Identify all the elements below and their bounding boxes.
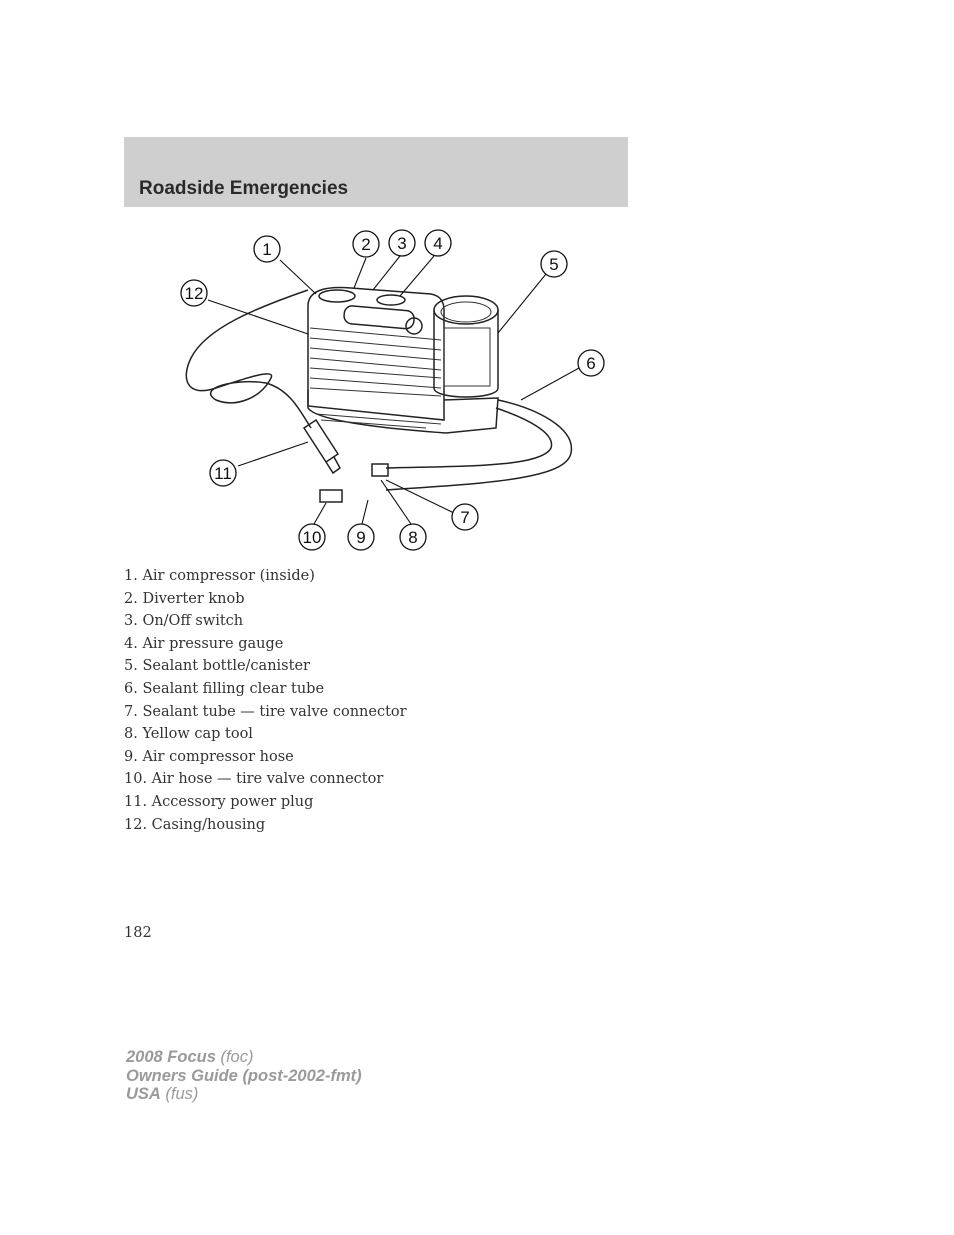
svg-text:11: 11: [214, 464, 232, 483]
svg-text:7: 7: [460, 508, 470, 527]
section-title: Roadside Emergencies: [139, 178, 349, 199]
svg-text:12: 12: [184, 284, 204, 303]
footer-line-3: USA (fus): [126, 1085, 199, 1103]
legend-item: 5. Sealant bottle/canister: [124, 658, 310, 675]
footer-line-1: 2008 Focus (foc): [126, 1048, 254, 1066]
section-header-band: [124, 137, 628, 207]
callout-2: [353, 231, 379, 257]
compressor-body-drawing: [308, 288, 498, 433]
legend-item: 12. Casing/housing: [124, 816, 266, 833]
callout-9: [348, 524, 374, 550]
legend-item: 6. Sealant filling clear tube: [124, 680, 325, 697]
svg-text:3: 3: [397, 234, 407, 253]
legend-item: 10. Air hose — tire valve connector: [124, 771, 384, 788]
footer: [126, 1048, 362, 1104]
parts-legend: [124, 565, 407, 836]
footer-line-2: Owners Guide (post-2002-fmt): [126, 1066, 362, 1085]
legend-item: 11. Accessory power plug: [124, 793, 314, 810]
power-plug-drawing: [304, 420, 340, 473]
callout-5: [541, 251, 567, 277]
sealant-connector-drawing: [372, 464, 388, 476]
legend-item: 1. Air compressor (inside): [124, 568, 315, 584]
svg-text:10: 10: [302, 528, 322, 547]
callout-6: [578, 350, 604, 376]
legend-item: 4. Air pressure gauge: [124, 635, 284, 652]
callout-10: [299, 524, 325, 550]
legend-item: 8. Yellow cap tool: [124, 726, 253, 743]
svg-text:8: 8: [408, 528, 418, 547]
callout-8: [400, 524, 426, 550]
air-connector-drawing: [320, 490, 342, 502]
svg-text:2: 2: [361, 235, 371, 254]
svg-text:1: 1: [262, 240, 272, 259]
callout-1: [254, 236, 280, 262]
svg-text:4: 4: [433, 234, 443, 253]
callout-7: [452, 504, 478, 530]
legend-item: 9. Air compressor hose: [124, 748, 294, 765]
tire-repair-kit-figure: [176, 228, 606, 554]
legend-item: 2. Diverter knob: [124, 590, 245, 607]
legend-item: 7. Sealant tube — tire valve connector: [124, 703, 407, 720]
callout-11: [210, 460, 236, 486]
svg-text:6: 6: [586, 354, 596, 373]
callout-3: [389, 230, 415, 256]
callout-12: [181, 280, 207, 306]
page-number: 182: [124, 925, 152, 941]
callout-4: [425, 230, 451, 256]
legend-item: 3. On/Off switch: [124, 613, 244, 630]
svg-text:5: 5: [549, 255, 559, 274]
svg-text:9: 9: [356, 528, 366, 547]
